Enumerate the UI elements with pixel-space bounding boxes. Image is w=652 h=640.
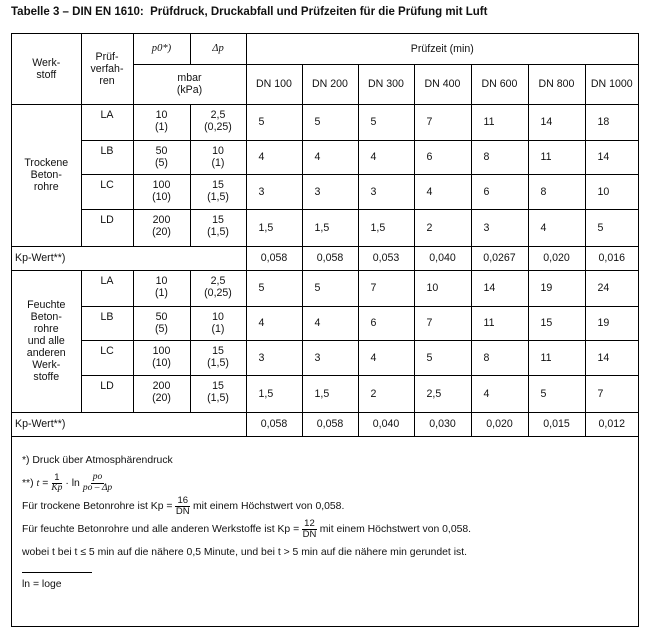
dp-cell: 15 (1,5) (190, 209, 246, 246)
method-cell: LD (81, 375, 133, 412)
dp-cell: 2,5 (0,25) (190, 270, 246, 306)
time-cell: 7 (414, 104, 471, 140)
method-cell: LC (81, 340, 133, 375)
time-cell: 6 (358, 306, 414, 340)
header-p0: p0*) (133, 34, 190, 64)
caption-title: Prüfdruck, Druckabfall und Prüfzeiten für die Prüfung mit Luft (150, 6, 488, 18)
header-unit: mbar (kPa) (133, 64, 246, 104)
header-row (12, 34, 638, 64)
time-cell: 5 (358, 104, 414, 140)
table-row (12, 174, 638, 209)
footnote-ln: ln = loge (22, 578, 62, 590)
time-cell: 3 (471, 209, 528, 246)
time-cell: 8 (471, 140, 528, 174)
kp-value: 0,040 (358, 412, 414, 436)
time-cell: 14 (528, 104, 585, 140)
time-cell: 14 (585, 340, 638, 375)
kp-row (12, 246, 638, 270)
time-cell: 11 (471, 104, 528, 140)
footnote-pressure: *) Druck über Atmosphärendruck (22, 454, 173, 466)
dp-cell: 2,5 (0,25) (190, 104, 246, 140)
header-verfahren: Prüf- verfah- ren (81, 34, 133, 104)
p0-cell: 200 (20) (133, 209, 190, 246)
kp-value: 0,012 (585, 412, 638, 436)
header-dn: DN 200 (302, 64, 358, 104)
p0-cell: 50 (5) (133, 140, 190, 174)
kp-value: 0,015 (528, 412, 585, 436)
p0-cell: 50 (5) (133, 306, 190, 340)
footnote-formula: **) t = $\frac{1}{Kp}$ · ln $\frac{po}{po - \Delta p}$ (22, 471, 113, 493)
table-body (12, 34, 638, 436)
time-cell: 3 (246, 340, 302, 375)
time-cell: 15 (528, 306, 585, 340)
method-cell: LB (81, 140, 133, 174)
method-cell: LD (81, 209, 133, 246)
time-cell: 18 (585, 104, 638, 140)
dp-cell: 15 (1,5) (190, 340, 246, 375)
header-dn: DN 300 (358, 64, 414, 104)
kp-value: 0,058 (302, 412, 358, 436)
kp-row (12, 412, 638, 436)
time-cell: 6 (471, 174, 528, 209)
header-dp: Δp (190, 34, 246, 64)
dp-cell: 15 (1,5) (190, 174, 246, 209)
time-cell: 5 (246, 270, 302, 306)
time-cell: 19 (528, 270, 585, 306)
time-cell: 1,5 (246, 375, 302, 412)
time-cell: 11 (471, 306, 528, 340)
time-cell: 3 (302, 174, 358, 209)
material-cell: Trockene Beton- rohre (12, 104, 81, 246)
p0-cell: 200 (20) (133, 375, 190, 412)
time-cell: 2 (358, 375, 414, 412)
kp-value: 0,058 (302, 246, 358, 270)
table-row (12, 340, 638, 375)
kp-label: Kp-Wert**) (12, 246, 246, 270)
time-cell: 4 (302, 306, 358, 340)
time-cell: 6 (414, 140, 471, 174)
time-cell: 3 (302, 340, 358, 375)
p0-cell: 100 (10) (133, 340, 190, 375)
time-cell: 5 (246, 104, 302, 140)
time-cell: 10 (414, 270, 471, 306)
time-cell: 10 (585, 174, 638, 209)
dp-cell: 15 (1,5) (190, 375, 246, 412)
time-cell: 5 (302, 270, 358, 306)
table-row (12, 104, 638, 140)
method-cell: LB (81, 306, 133, 340)
p0-cell: 10 (1) (133, 104, 190, 140)
header-dn: DN 600 (471, 64, 528, 104)
kp-value: 0,058 (246, 246, 302, 270)
time-cell: 8 (528, 174, 585, 209)
header-dn: DN 1000 (585, 64, 638, 104)
table-row (12, 209, 638, 246)
time-cell: 4 (246, 140, 302, 174)
kp-value: 0,020 (528, 246, 585, 270)
header-pruefzeit: Prüfzeit (min) (246, 34, 638, 64)
kp-value: 0,030 (414, 412, 471, 436)
table-row (12, 270, 638, 306)
kp-label: Kp-Wert**) (12, 412, 246, 436)
time-cell: 5 (585, 209, 638, 246)
method-cell: LA (81, 270, 133, 306)
time-cell: 1,5 (302, 375, 358, 412)
time-cell: 4 (414, 174, 471, 209)
time-cell: 8 (471, 340, 528, 375)
time-cell: 4 (358, 340, 414, 375)
kp-value: 0,053 (358, 246, 414, 270)
time-cell: 24 (585, 270, 638, 306)
time-cell: 4 (246, 306, 302, 340)
time-cell: 19 (585, 306, 638, 340)
kp-value: 0,016 (585, 246, 638, 270)
material-cell: Feuchte Beton- rohre und alle anderen Werk- stoffe (12, 270, 81, 412)
time-cell: 4 (302, 140, 358, 174)
table-row (12, 306, 638, 340)
time-cell: 11 (528, 340, 585, 375)
time-cell: 7 (414, 306, 471, 340)
dp-cell: 10 (1) (190, 306, 246, 340)
table-row (12, 375, 638, 412)
p0-cell: 10 (1) (133, 270, 190, 306)
header-werkstoff: Werk- stoff (12, 34, 81, 104)
method-cell: LA (81, 104, 133, 140)
time-cell: 3 (358, 174, 414, 209)
time-cell: 4 (528, 209, 585, 246)
header-dn: DN 100 (246, 64, 302, 104)
time-cell: 4 (358, 140, 414, 174)
footnote-rounding: wobei t bei t ≤ 5 min auf die nähere 0,5 Minute, und bei t > 5 min auf die nähere min gerundet ist. (22, 546, 467, 558)
caption-label: Tabelle 3 – DIN EN 1610: (11, 6, 144, 18)
table-frame (11, 33, 639, 627)
kp-value: 0,040 (414, 246, 471, 270)
time-cell: 14 (471, 270, 528, 306)
footnotes (12, 437, 638, 596)
table-caption (11, 6, 487, 18)
pressure-test-table (12, 34, 638, 437)
header-dn: DN 800 (528, 64, 585, 104)
time-cell: 3 (246, 174, 302, 209)
time-cell: 5 (414, 340, 471, 375)
table-row (12, 140, 638, 174)
footnote-wet: Für feuchte Betonrohre und alle anderen Werkstoffe ist Kp = $\frac{12}{DN}$ mit einem Höchstwert von 0,058. (22, 517, 472, 540)
time-cell: 14 (585, 140, 638, 174)
time-cell: 1,5 (358, 209, 414, 246)
method-cell: LC (81, 174, 133, 209)
footnote-dry: Für trockene Betonrohre ist Kp = $\frac{16}{DN}$ mit einem Höchstwert von 0,058. (22, 494, 345, 517)
time-cell: 2,5 (414, 375, 471, 412)
time-cell: 7 (585, 375, 638, 412)
time-cell: 7 (358, 270, 414, 306)
kp-value: 0,058 (246, 412, 302, 436)
time-cell: 1,5 (246, 209, 302, 246)
p0-cell: 100 (10) (133, 174, 190, 209)
time-cell: 1,5 (302, 209, 358, 246)
kp-value: 0,020 (471, 412, 528, 436)
dp-cell: 10 (1) (190, 140, 246, 174)
time-cell: 4 (471, 375, 528, 412)
time-cell: 5 (302, 104, 358, 140)
time-cell: 2 (414, 209, 471, 246)
time-cell: 11 (528, 140, 585, 174)
kp-value: 0,0267 (471, 246, 528, 270)
time-cell: 5 (528, 375, 585, 412)
header-dn: DN 400 (414, 64, 471, 104)
